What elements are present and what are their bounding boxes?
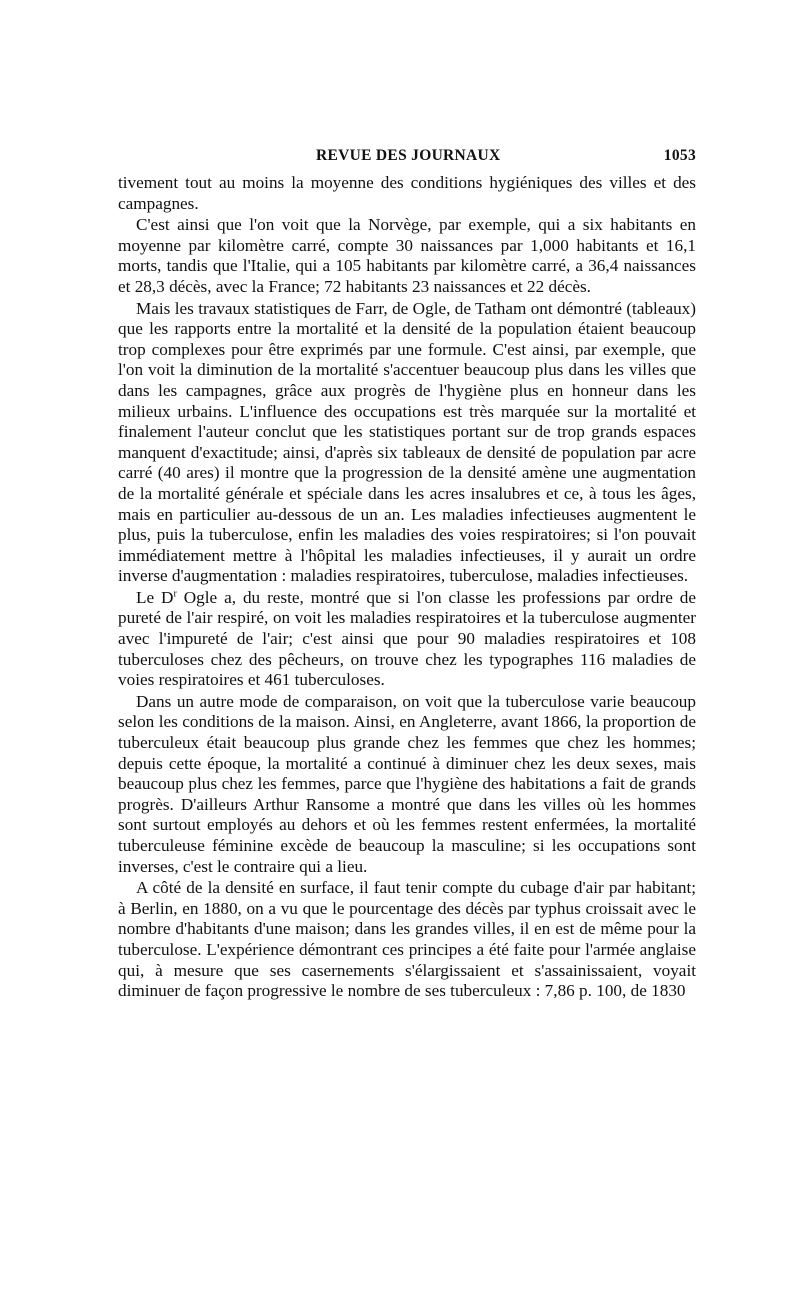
dr-ogle-after: Ogle a, du reste, montré que si l'on classe les professions par ordre de pureté de l'air respiré, on voit les maladies respiratoires et la tuberculose augmenter avec l'impureté de l'air; c'est ainsi que pour 90 maladies respiratoires et 108 tuberculoses chez des pêcheurs, on trouve chez les typographes 116 maladies de voies respiratoires et 461 tuberculoses. [118,587,696,690]
running-header [118,147,696,173]
page-number: 1053 [663,147,696,164]
paragraph-farr-ogle-tatham: Mais les travaux statistiques de Farr, de Ogle, de Tatham ont démontré (tableaux) que les rapports entre la mortalité et la densité de la population étaient beaucoup trop complexes pour être exprimés par une formule. C'est ainsi, par exemple, que l'on voit la diminution de la mortalité s'accentuer beaucoup plus dans les villes que dans les campagnes, grâce aux progrès de l'hygiène plus en honneur dans les milieux urbains. L'influence des occupations est très marquée sur la mortalité et finalement l'auteur conclut que les statistiques portant sur de trop grands espaces manquent d'exactitude; ainsi, d'après six tableaux de densité de population par acre carré (40 ares) il montre que la progression de la densité amène une augmentation de la mortalité générale et spéciale dans les acres insalubres et ce, à tous les âges, mais en particulier au-dessous de un an. Les maladies infectieuses augmentent le plus, puis la tuberculose, enfin les maladies des voies respiratoires; si l'on pouvait immédiatement mettre à l'hôpital les maladies infectieuses, il y aurait un ordre inverse d'augmentation : maladies respiratoires, tuberculose, maladies infectieuses. [118,298,696,586]
dr-ogle-before: Le D [136,587,174,607]
paragraph-cubage: A côté de la densité en surface, il faut tenir compte du cubage d'air par habitant; à Berlin, en 1880, on a vu que le pourcentage des décès par typhus croissait avec le nombre d'habitants d'une maison; dans les grandes villes, il en est de même pour la tuberculose. L'expérience démontrant ces principes a été faite pour l'armée anglaise qui, à mesure que ses casernements s'élargissaient et s'assainissaient, voyait diminuer de façon progressive le nombre de ses tuberculeux : 7,86 p. 100, de 1830 [118,878,696,1001]
journal-title: REVUE DES JOURNAUX [316,147,501,164]
dr-superscript: r [173,588,177,600]
paragraph-continuation: tivement tout au moins la moyenne des conditions hygiéniques des villes et des campagnes. [118,173,696,213]
page [118,147,696,1002]
paragraph-dr-ogle [118,588,696,691]
paragraph-norvege: C'est ainsi que l'on voit que la Norvège, par exemple, qui a six habitants en moyenne par kilomètre carré, compte 30 naissances par 1,000 habitants et 16,1 morts, tandis que l'Italie, qui a 105 habitants par kilomètre carré, a 36,4 naissances et 28,3 décès, avec la France; 72 habitants 23 naissances et 22 décès. [118,215,696,296]
paragraph-comparaison: Dans un autre mode de comparaison, on voit que la tuberculose varie beaucoup selon les conditions de la maison. Ainsi, en Angleterre, avant 1866, la proportion de tuberculeux était beaucoup plus grande chez les femmes que chez les hommes; depuis cette époque, la mortalité a continué à diminuer chez les deux sexes, mais beaucoup plus chez les femmes, parce que l'hygiène des habitations a fait de grands progrès. D'ailleurs Arthur Ransome a montré que dans les villes où les hommes sont surtout employés au dehors et où les femmes restent enfermées, la mortalité tuberculeuse féminine excède de beaucoup la masculine; si les occupations sont inverses, c'est le contraire qui a lieu. [118,691,696,876]
